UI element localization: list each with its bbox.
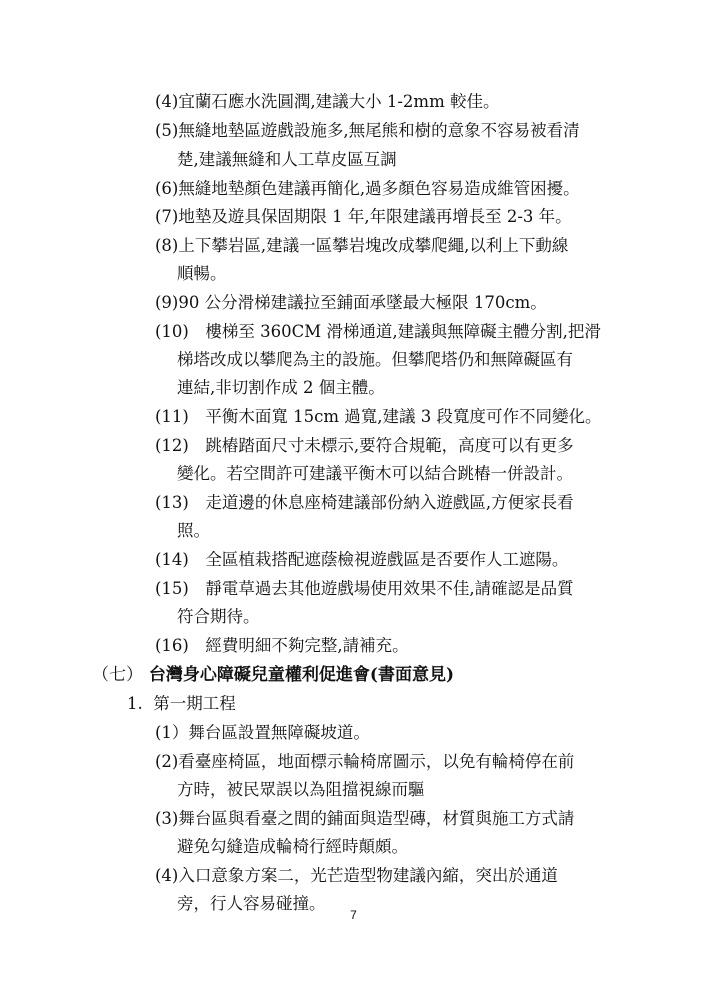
subitem-3-text: (3)舞台區與看臺之間的鋪面與造型磚，材質與施工方式請 <box>155 809 575 828</box>
item-6 <box>155 175 580 203</box>
subsection-title: 第一期工程 <box>153 694 236 713</box>
subitem-2 <box>155 748 574 776</box>
item-7-text: (7)地墊及遊具保固期限 1 年,年限建議再增長至 2-3 年。 <box>155 207 572 226</box>
item-10-continuation-2: 連結,非切割作成 2 個主體。 <box>177 378 385 397</box>
subitem-4-continuation: 旁，行人容易碰撞。 <box>177 894 326 913</box>
item-13 <box>155 489 574 517</box>
item-11 <box>155 403 601 431</box>
subitem-4 <box>155 862 558 890</box>
item-10-text: (10) 樓梯至 360CM 滑梯通道,建議與無障礙主體分割,把滑 <box>155 322 601 341</box>
item-5-continuation: 楚,建議無縫和人工草皮區互調 <box>177 150 397 169</box>
item-15-continuation: 符合期待。 <box>177 607 260 626</box>
item-16 <box>155 632 409 660</box>
item-15 <box>155 575 574 603</box>
item-10 <box>155 318 601 346</box>
item-4-text: (4)宜蘭石應水洗圓潤,建議大小 1-2mm 較佳。 <box>155 92 500 111</box>
item-12 <box>155 432 574 460</box>
item-14 <box>155 546 568 574</box>
item-13-continuation: 照。 <box>177 521 210 540</box>
item-8 <box>155 232 568 260</box>
subitem-2-continuation: 方時，被民眾誤以為阻擋視線而驅 <box>177 780 425 799</box>
section-number: （七） <box>92 665 143 685</box>
subitem-4-text: (4)入口意象方案二，光芒造型物建議內縮，突出於通道 <box>155 866 558 885</box>
item-6-text: (6)無縫地墊顏色建議再簡化,過多顏色容易造成維管困擾。 <box>155 179 580 198</box>
subitem-1 <box>155 719 370 747</box>
item-12-continuation: 變化。若空間許可建議平衡木可以結合跳樁一併設計。 <box>177 464 573 483</box>
item-15-text: (15) 靜電草過去其他遊戲場使用效果不佳,請確認是品質 <box>155 579 574 598</box>
page-number: 7 <box>350 908 357 922</box>
item-4 <box>155 88 499 116</box>
item-5 <box>155 117 580 145</box>
subitem-3-continuation: 避免勾縫造成輪椅行經時顛頗。 <box>177 837 408 856</box>
section-heading <box>92 661 454 689</box>
item-9-text: (9)90 公分滑梯建議拉至鋪面承墜最大極限 170cm。 <box>155 293 547 312</box>
subitem-1-text: (1）舞台區設置無障礙坡道。 <box>155 723 370 742</box>
item-7 <box>155 203 572 231</box>
item-5-text: (5)無縫地墊區遊戲設施多,無尾熊和樹的意象不容易被看清 <box>155 121 580 140</box>
subitem-3 <box>155 805 574 833</box>
subitem-2-text: (2)看臺座椅區，地面標示輪椅席圖示，以免有輪椅停在前 <box>155 752 575 771</box>
item-14-text: (14) 全區植栽搭配遮蔭檢視遊戲區是否要作人工遮陽。 <box>155 550 569 569</box>
section-title: 台灣身心障礙兒童權利促進會(書面意見) <box>148 665 455 685</box>
item-8-text: (8)上下攀岩區,建議一區攀岩塊改成攀爬繩,以利上下動線 <box>155 236 569 255</box>
item-16-text: (16) 經費明細不夠完整,請補充。 <box>155 636 409 655</box>
subsection-number: 1. <box>127 694 143 713</box>
subsection-heading <box>127 690 236 718</box>
item-9 <box>155 289 547 317</box>
item-12-text: (12) 跳樁踏面尺寸未標示,要符合規範，高度可以有更多 <box>155 436 574 455</box>
item-10-continuation-1: 梯塔改成以攀爬為主的設施。但攀爬塔仍和無障礙區有 <box>177 350 573 369</box>
item-13-text: (13) 走道邊的休息座椅建議部份納入遊戲區,方便家長看 <box>155 493 574 512</box>
item-11-text: (11) 平衡木面寬 15cm 過寬,建議 3 段寬度可作不同變化。 <box>155 407 602 426</box>
item-8-continuation: 順暢。 <box>177 264 227 283</box>
